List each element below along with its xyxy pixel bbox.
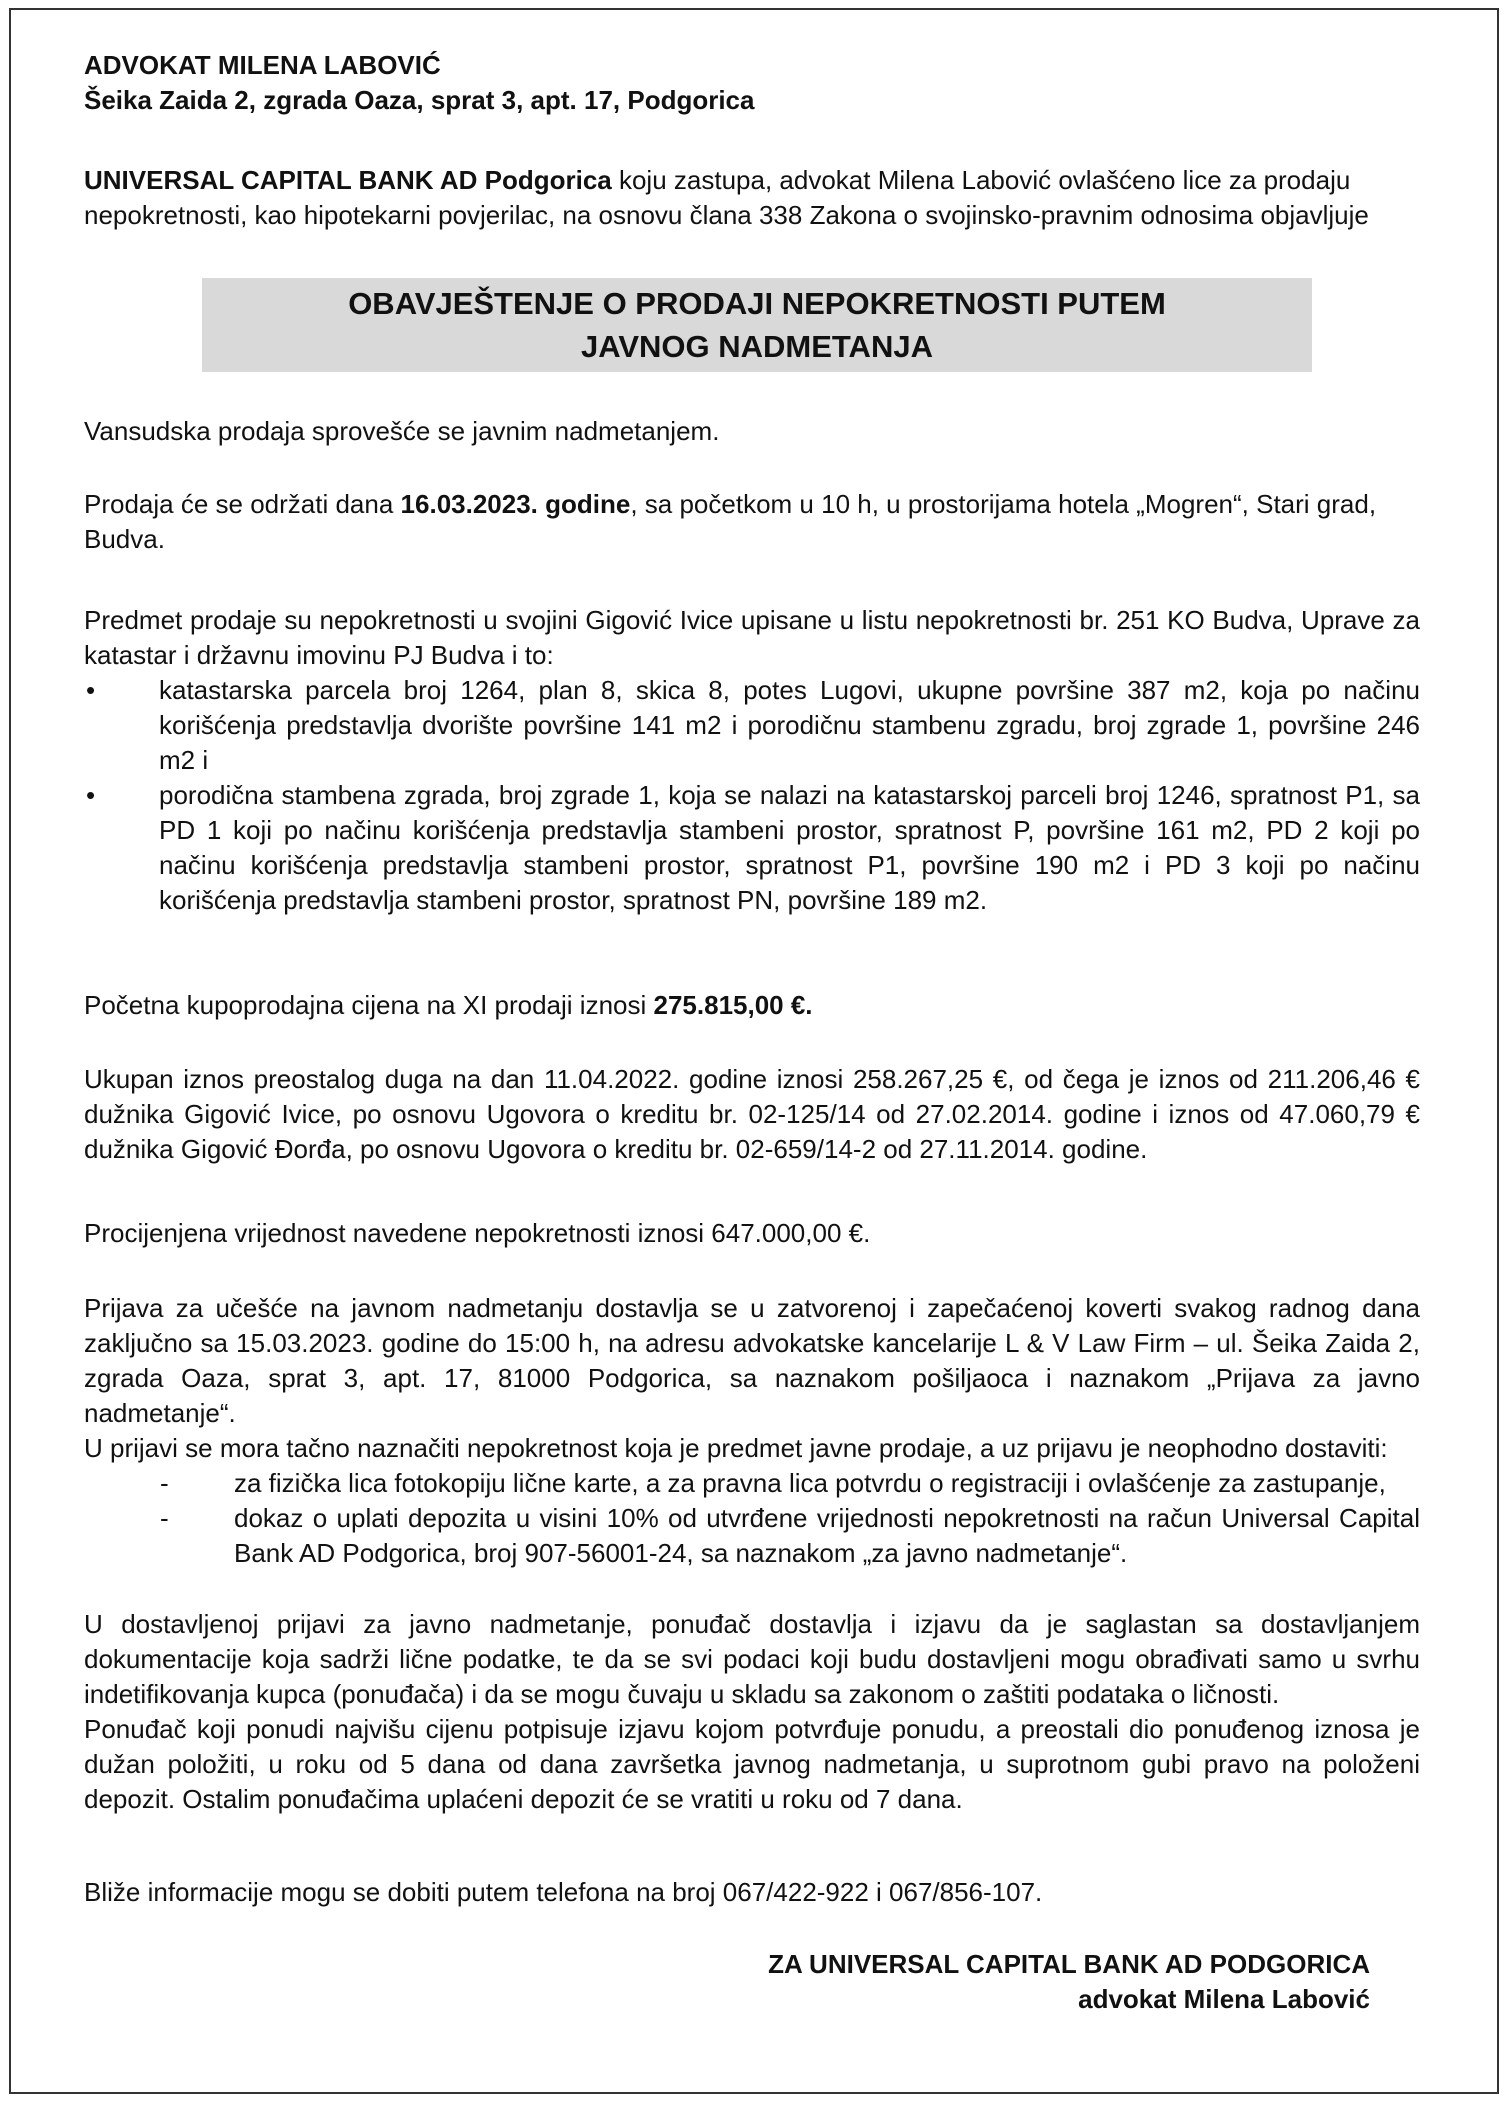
paragraph-deposit-terms: Ponuđač koji ponudi najvišu cijenu potpisuje izjavu kojom potvrđuje ponudu, a preostali dio ponuđenog iznosa je dužan položiti, u roku od 5 dana od dana završetka javnog nadmetanja, u suprotnom gubi pravo na položeni depozit. Ostalim ponuđačima uplaćeni depozit će se vratiti u roku od 7 dana. <box>84 1714 1420 1814</box>
signature-bank: ZA UNIVERSAL CAPITAL BANK AD PODGORICA <box>768 1949 1370 1979</box>
sale-date: 16.03.2023. godine <box>400 489 631 519</box>
bullet-mark: • <box>86 780 96 810</box>
application-section <box>84 1291 1420 1571</box>
requirements-list-item <box>84 1466 1420 1501</box>
property-list <box>84 673 1420 918</box>
property-item-text: katastarska parcela broj 1264, plan 8, skica 8, potes Lugovi, ukupne površine 387 m2, koja po načinu korišćenja predstavlja dvorište površine 141 m2 i porodičnu stambenu zgradu, broj zgrade 1, površine 246 m2 i <box>159 675 1420 775</box>
paragraph-sale-method: Vansudska prodaja sprovešće se javnim nadmetanjem. <box>84 416 720 446</box>
sale-location: , sa početkom u 10 h, u prostorijama hotela „Mogren“, Stari grad, Budva. <box>84 489 1377 554</box>
property-list-item <box>84 778 1420 918</box>
notice-title-line-1: OBAVJEŠTENJE O PRODAJI NEPOKRETNOSTI PUTEM <box>348 286 1166 321</box>
property-list-item <box>84 673 1420 778</box>
paragraph-application: Prijava za učešće na javnom nadmetanju dostavlja se u zatvorenoj i zapečaćenoj koverti svakog radnog dana zaključno sa 15.03.2023. godine do 15:00 h, na adresu advokatske kancelarije L & V Law Firm – ul. Šeika Zaida 2, zgrada Oaza, sprat 3, apt. 17, 81000 Podgorica, sa naznakom pošiljaoca i naznakom „Prijava za javno nadmetanje“. <box>84 1293 1420 1428</box>
intro-paragraph <box>84 163 1420 233</box>
paragraph-property-subject: Predmet prodaje su nepokretnosti u svojini Gigović Ivice upisane u listu nepokretnosti br. 251 KO Budva, Uprave za katastar i državnu imovinu PJ Budva i to: <box>84 605 1420 670</box>
requirement-text: dokaz o uplati depozita u visini 10% od utvrđene vrijednosti nepokretnosti na račun Universal Capital Bank AD Podgorica, broj 907-56001-24, sa naznakom „za javno nadmetanje“. <box>234 1503 1420 1568</box>
bank-name: UNIVERSAL CAPITAL BANK AD Podgorica <box>84 165 612 195</box>
notice-title-line-2: JAVNOG NADMETANJA <box>581 329 933 364</box>
paragraph-application-requirements: U prijavi se mora tačno naznačiti nepokretnost koja je predmet javne prodaje, a uz prijavu je neophodno dostaviti: <box>84 1433 1388 1463</box>
paragraph-contact-info: Bliže informacije mogu se dobiti putem telefona na broj 067/422-922 i 067/856-107. <box>84 1877 1043 1907</box>
paragraph-starting-price <box>84 988 1420 1023</box>
signature-lawyer: advokat Milena Labović <box>1078 1984 1370 2014</box>
paragraph-estimated-value: Procijenjena vrijednost navedene nepokretnosti iznosi 647.000,00 €. <box>84 1218 871 1248</box>
paragraph-remaining-debt: Ukupan iznos preostalog duga na dan 11.04.2022. godine iznosi 258.267,25 €, od čega je iznos od 211.206,46 € dužnika Gigović Ivice, po osnovu Ugovora o kreditu br. 02-125/14 od 27.02.2014. godine i iznos od 47.060,79 € dužnika Gigović Đorđa, po osnovu Ugovora o kreditu br. 02-659/14-2 od 27.11.2014. godine. <box>84 1064 1420 1164</box>
requirements-list-item <box>84 1501 1420 1571</box>
signature-block <box>768 1947 1370 2017</box>
property-item-text: porodična stambena zgrada, broj zgrade 1, koja se nalazi na katastarskoj parceli broj 1246, spratnost P1, sa PD 1 koji po načinu korišćenja predstavlja stambeni prostor, spratnost P, površine 161 m2, PD 2 koji po načinu korišćenja predstavlja stambeni prostor, spratnost P1, površine 190 m2 i PD 3 koji po načinu korišćenja predstavlja stambeni prostor, spratnost PN, površine 189 m2. <box>159 780 1420 915</box>
sender-header <box>84 48 1420 118</box>
bullet-mark: • <box>86 675 96 705</box>
requirements-list <box>84 1466 1420 1571</box>
paragraph-sale-date <box>84 487 1420 557</box>
dash-mark: - <box>160 1503 169 1533</box>
sender-address: Šeika Zaida 2, zgrada Oaza, sprat 3, apt. 17, Podgorica <box>84 85 755 115</box>
requirement-text: za fizička lica fotokopiju lične karte, a za pravna lica potvrdu o registraciji i ovlašćenje za zastupanje, <box>234 1468 1386 1498</box>
intro-text: koju zastupa, advokat Milena Labović ovlašćeno lice za prodaju nepokretnosti, kao hipotekarni povjerilac, na osnovu člana 338 Zakona o svojinsko-pravnim odnosima objavljuje <box>84 165 1369 230</box>
notice-title <box>202 278 1312 372</box>
dash-mark: - <box>160 1468 169 1498</box>
sender-name: ADVOKAT MILENA LABOVIĆ <box>84 50 441 80</box>
starting-price-label: Početna kupoprodajna cijena na XI prodaji iznosi <box>84 990 654 1020</box>
paragraph-privacy-consent: U dostavljenoj prijavi za javno nadmetanje, ponuđač dostavlja i izjavu da je saglastan sa dostavljanjem dokumentacije koja sadrži lične podatke, te da se svi podaci koji budu dostavljeni mogu obrađivati samo u svrhu indetifikovanja kupca (ponuđača) i da se mogu čuvaju u skladu sa zakonom o zaštiti podataka o ličnosti. <box>84 1609 1420 1709</box>
sale-date-intro: Prodaja će se održati dana <box>84 489 401 519</box>
property-section <box>84 603 1420 918</box>
starting-price-value: 275.815,00 €. <box>653 990 813 1020</box>
privacy-section <box>84 1607 1420 1817</box>
